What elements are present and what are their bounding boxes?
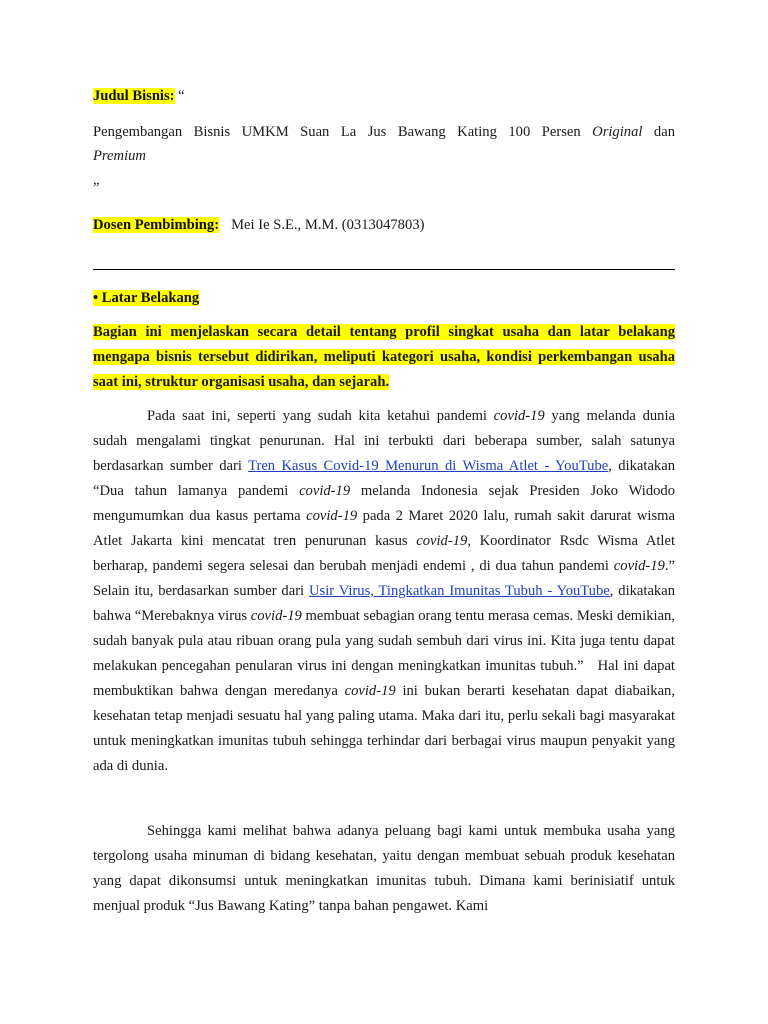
close-quote: ” [93, 180, 100, 196]
supervisor-line [93, 213, 675, 238]
supervisor-label: Dosen Pembimbing: [93, 217, 220, 233]
horizontal-divider [93, 269, 675, 270]
youtube-link-imunitas[interactable]: Usir Virus, Tingkatkan Imunitas Tubuh - YouTube [308, 583, 610, 599]
background-paragraph-2: Sehingga kami melihat bahwa adanya peluang bagi kami untuk membuka usaha yang tergolong usaha minuman di bidang kesehatan, yaitu dengan membuat sebuah produk kesehatan yang dapat dikonsumsi untuk meningkatkan imunitas tubuh. Dimana kami berinisiatif untuk menjual produk “Jus Bawang Kating” tanpa bahan pengawet. Kami [93, 823, 675, 914]
section-heading: • Latar Belakang [93, 290, 200, 306]
title-label-line [93, 84, 675, 109]
business-title-line-2: Premium [93, 148, 146, 164]
section-instruction: Bagian ini menjelaskan secara detail tentang profil singkat usaha dan latar belakang mengapa bisnis tersebut didirikan, meliputi kategori usaha, kondisi perkembangan usaha saat ini, struktur organisasi usaha, dan sejarah. [93, 324, 675, 390]
background-paragraph-1: Pada saat ini, seperti yang sudah kita ketahui pandemi covid-19 yang melanda dunia sudah mengalami tingkat penurunan. Hal ini terbukti dari beberapa sumber, salah satunya berdasarkan sumber dari Tren Kasus Covid-19 Menurun di Wisma Atlet - YouTube, dikatakan “Dua tahun lamanya pandemi covid-19 melanda Indonesia sejak Presiden Joko Widodo mengumumkan dua kasus pertama covid-19 pada 2 Maret 2020 lalu, rumah sakit darurat wisma Atlet Jakarta kini mencatat tren penurunan kasus covid-19, Koordinator Rsdc Wisma Atlet berharap, pandemi segera selesai dan berubah menjadi endemi , di dua tahun pandemi covid-19.” Selain itu, berdasarkan sumber dari Usir Virus, Tingkatkan Imunitas Tubuh - YouTube, dikatakan bahwa “Merebaknya virus covid-19 membuat sebagian orang tentu merasa cemas. Meski demikian, sudah banyak pula atau ribuan orang pula yang sudah sembuh dari virus ini. Kita juga tentu dapat melakukan pencegahan penularan virus ini dengan meningkatkan imunitas tubuh.” Hal ini dapat membuktikan bahwa dengan meredanya covid-19 ini bukan berarti kesehatan dapat diabaikan, kesehatan tetap menjadi sesuatu hal yang paling utama. Maka dari itu, perlu sekali bagi masyarakat untuk meningkatkan imunitas tubuh sehingga terhindar dari berbagai virus maupun penyakit yang ada di dunia. [93, 408, 676, 774]
supervisor-value: Mei Ie S.E., M.M. (0313047803) [231, 217, 425, 233]
title-label: Judul Bisnis: [93, 88, 175, 104]
youtube-link-wisma-atlet[interactable]: Tren Kasus Covid-19 Menurun di Wisma Atlet - YouTube [248, 458, 609, 474]
business-title-line-1: Pengembangan Bisnis UMKM Suan La Jus Bawang Kating 100 Persen Original dan [93, 124, 675, 140]
open-quote: “ [174, 88, 185, 104]
